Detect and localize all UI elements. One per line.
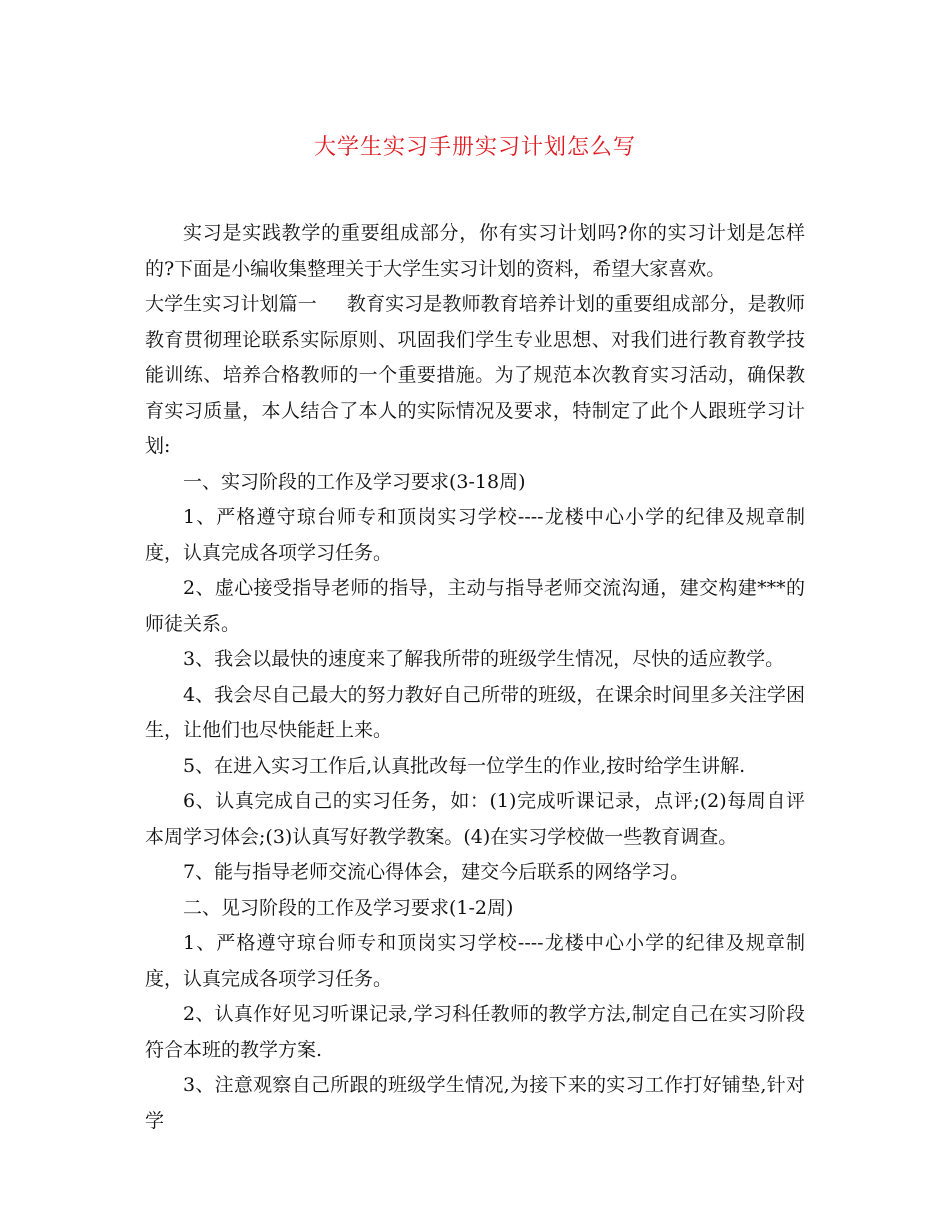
- list-item: 7、能与指导老师交流心得体会，建交今后联系的网络学习。: [183, 861, 690, 883]
- section-heading-observation: 二、见习阶段的工作及学习要求(1-2周): [183, 896, 514, 919]
- list-item: 3、我会以最快的速度来了解我所带的班级学生情况，尽快的适应教学。: [183, 648, 785, 670]
- list-item: 5、在进入实习工作后,认真批改每一位学生的作业,按时给学生讲解.: [183, 754, 746, 777]
- document-body: [145, 216, 805, 1139]
- list-item: 1、严格遵守琼台师专和顶岗实习学校----龙楼中心小学的纪律及规章制度，认真完成各项学习任务。: [145, 506, 805, 564]
- plan-one-text: 教育实习是教师教育培养计划的重要组成部分，是教师教育贯彻理论联系实际原则、巩固我们学生专业思想、对我们进行教育教学技能训练、培养合格教师的一个重要措施。为了规范本次教育实习活动，确保教育实习质量，本人结合了本人的实际情况及要求，特制定了此个人跟班学习计划:: [145, 293, 805, 457]
- list-item: 6、认真完成自己的实习任务，如：(1)完成听课记录，点评;(2)每周自评本周学习体会;(3)认真写好教学教案。(4)在实习学校做一些教育调查。: [145, 790, 805, 848]
- list-item: 2、认真作好见习听课记录,学习科任教师的教学方法,制定自己在实习阶段符合本班的教学方案.: [145, 1003, 805, 1061]
- section-heading-internship: 一、实习阶段的工作及学习要求(3-18周): [183, 470, 526, 493]
- list-item: 4、我会尽自己最大的努力教好自己所带的班级，在课余时间里多关注学困生，让他们也尽快能赶上来。: [145, 683, 805, 741]
- list-item: 2、虚心接受指导老师的指导，主动与指导老师交流沟通，建交构建***的师徒关系。: [145, 577, 805, 635]
- list-item: 1、严格遵守琼台师专和顶岗实习学校----龙楼中心小学的纪律及规章制度，认真完成各项学习任务。: [145, 932, 805, 990]
- paragraph-plan-one: [145, 287, 805, 465]
- list-item: 3、注意观察自己所跟的班级学生情况,为接下来的实习工作打好铺垫,针对学: [145, 1074, 805, 1132]
- plan-one-label: 大学生实习计划篇一: [145, 293, 317, 315]
- paragraph-intro: 实习是实践教学的重要组成部分，你有实习计划吗?你的实习计划是怎样的?下面是小编收集整理关于大学生实习计划的资料，希望大家喜欢。: [145, 222, 805, 280]
- document-title: 大学生实习手册实习计划怎么写: [313, 135, 636, 160]
